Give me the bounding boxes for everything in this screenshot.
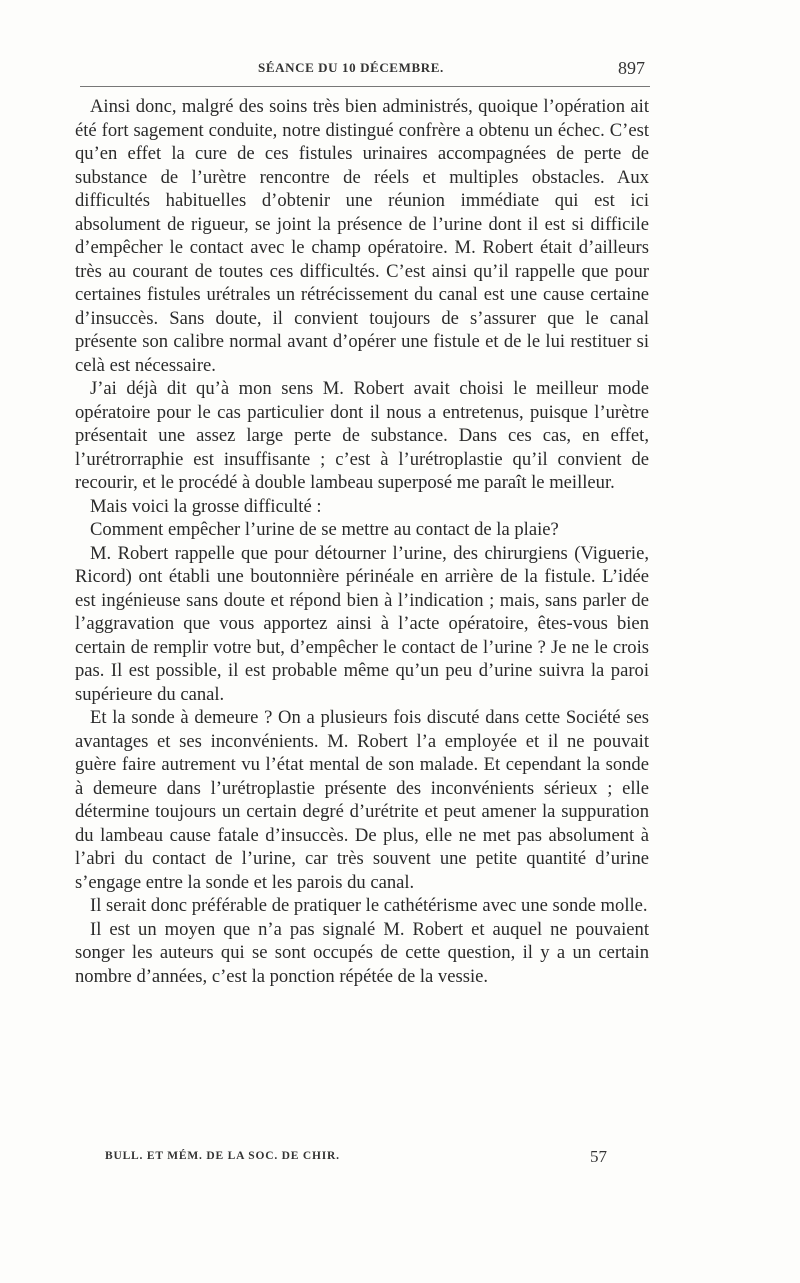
- paragraph: Il est un moyen que n’a pas signalé M. Robert et auquel ne pouvaient songer les auteurs qui se sont occupés de cette question, il y a un certain nombre d’années, c’est la ponction répétée de la vessie.: [75, 918, 649, 987]
- paragraph: Il serait donc préférable de pratiquer le cathétérisme avec une sonde molle.: [90, 895, 648, 916]
- paragraph: Mais voici la grosse difficulté :: [90, 495, 322, 517]
- journal-footer: BULL. ET MÉM. DE LA SOC. DE CHIR.: [105, 1150, 340, 1162]
- paragraph: Ainsi donc, malgré des soins très bien administrés, quoique l’opération ait été fort sagement conduite, notre distingué confrère a obtenu un échec. C’est qu’en effet la cure de ces fistules urinaires accompagnées de perte de substance de l’urètre rencontre de réels et multiples obstacles. Aux difficultés habituelles d’obtenir une réunion immédiate qui est ici absolument de rigueur, se joint la présence de l’urine dont il est si difficile d’empêcher le contact avec le champ opératoire. M. Robert était d’ailleurs très au courant de toutes ces difficultés. C’est ainsi qu’il rappelle que pour certaines fistules urétrales un rétrécissement du canal est une cause certaine d’insuccès. Sans doute, il convient toujours de s’assurer que le canal présente son calibre normal avant d’opérer une fistule et de le lui restituer si celà est nécessaire.: [75, 96, 649, 376]
- body-text: [75, 95, 649, 988]
- paragraph: M. Robert rappelle que pour détourner l’urine, des chirurgiens (Viguerie, Ricord) ont établi une boutonnière périnéale en arrière de la fistule. L’idée est ingénieuse sans doute et répond bien à l’indication ; mais, sans parler de l’aggravation que vous apportez ainsi à l’acte opératoire, êtes-vous bien certain de remplir votre but, d’empêcher le contact de l’urine ? Je ne le crois pas. Il est possible, il est probable même qu’un peu d’urine suivra la paroi supérieure du canal.: [75, 542, 649, 705]
- signature-mark: 57: [590, 1147, 607, 1166]
- paragraph: J’ai déjà dit qu’à mon sens M. Robert avait choisi le meilleur mode opératoire pour le cas particulier dont il nous a entretenus, puisque l’urètre présentait une assez large perte de substance. Dans ces cas, en effet, l’urétrorraphie est insuffisante ; c’est à l’urétroplastie qu’il convient de recourir, et le procédé à double lambeau superposé me paraît le meilleur.: [75, 378, 649, 493]
- header-rule: [80, 86, 650, 87]
- running-head: SÉANCE DU 10 DÉCEMBRE.: [258, 60, 444, 75]
- page-number: 897: [618, 58, 645, 78]
- paragraph: Comment empêcher l’urine de se mettre au contact de la plaie?: [90, 519, 559, 540]
- paragraph: Et la sonde à demeure ? On a plusieurs fois discuté dans cette Société ses avantages et ses inconvénients. M. Robert l’a employée et il ne pouvait guère faire autrement vu l’état mental de son malade. Et cependant la sonde à demeure dans l’urétroplastie présente des inconvénients sérieux ; elle détermine toujours un certain degré d’urétrite et peut amener la suppuration du lambeau cause fatale d’insuccès. De plus, elle ne met pas absolument à l’abri du contact de l’urine, car très souvent une petite quantité d’urine s’engage entre la sonde et les parois du canal.: [75, 707, 649, 893]
